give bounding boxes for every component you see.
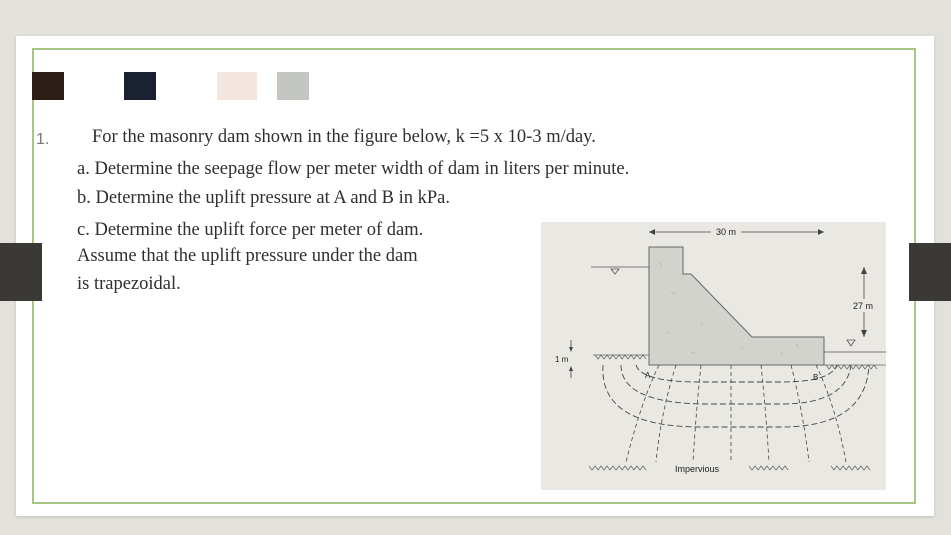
swatch-1 [32,72,64,100]
left-edge-tab [0,243,42,301]
impervious-label: Impervious [675,464,720,474]
question-number: 1. [36,131,50,148]
width-label: 30 m [715,227,737,237]
question-line-1: For the masonry dam shown in the figure below, k =5 x 10-3 m/day. [92,127,596,147]
swatch-3 [217,72,257,100]
height-label: 27 m [852,301,874,311]
question-line-3: b. Determine the uplift pressure at A and B in kPa. [77,188,451,208]
depth-label: 1 m [555,355,569,364]
swatch-4 [277,72,309,100]
question-line-5: Assume that the uplift pressure under the dam [77,246,418,266]
question-line-4: c. Determine the uplift force per meter of dam. [77,220,424,240]
dam-figure [541,222,886,490]
point-b-label: B [813,373,819,382]
question-line-2: a. Determine the seepage flow per meter width of dam in liters per minute. [77,159,630,179]
right-edge-tab [909,243,951,301]
point-a-label: A [645,371,651,380]
swatch-2 [124,72,156,100]
question-line-6: is trapezoidal. [77,274,181,294]
